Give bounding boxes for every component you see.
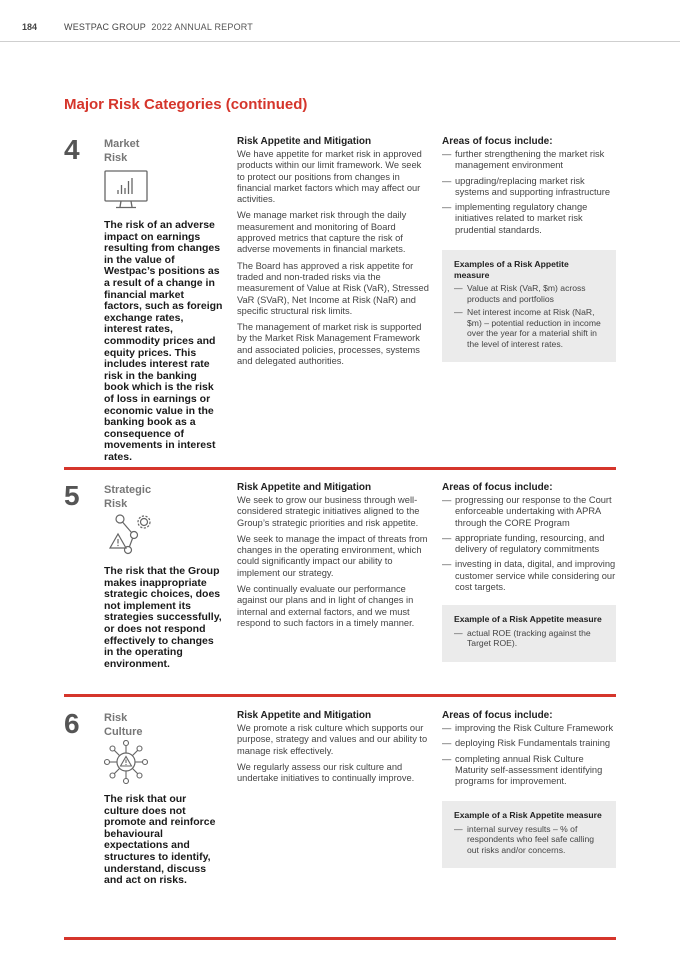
appetite-heading: Risk Appetite and Mitigation — [237, 710, 372, 721]
focus-item: — further strengthening the market risk management environment — [442, 149, 616, 172]
focus-list — [442, 723, 616, 787]
section-name-line1: Market — [104, 138, 140, 150]
focus-item: — upgrading/replacing market risk systems and supporting infrastructure — [442, 176, 616, 199]
example-box-title: Example of a Risk Appetite measure — [454, 614, 602, 625]
page-number: 184 — [22, 22, 38, 32]
focus-item: — investing in data, digital, and improving customer service while considering our cost targets. — [442, 559, 616, 593]
appetite-paragraph: We have appetite for market risk in approved products within our limit framework. We seek to protect our positions from changes in financial market factors which may affect our activities. — [237, 149, 422, 205]
appetite-paragraph: We regularly assess our risk culture and undertake initiatives to continually improve. — [237, 761, 415, 784]
focus-column — [442, 482, 616, 662]
focus-item: — implementing regulatory change initiatives related to market risk prudential standards. — [442, 202, 616, 236]
example-box-title: Example of a Risk Appetite measure — [454, 810, 602, 821]
focus-item: — progressing our response to the Court enforceable undertaking with APRA through the CORE Program — [442, 495, 616, 529]
section-divider — [64, 937, 616, 940]
risk-appetite-example-box — [442, 605, 616, 662]
focus-heading: Areas of focus include: — [442, 482, 553, 493]
focus-list — [442, 149, 616, 236]
section-description: The risk that our culture does not promote and reinforce behavioural expectations and structures to identify, understand, discuss and act on risks. — [104, 793, 216, 887]
appetite-paragraph: The Board has approved a risk appetite for traded and non-traded risks via the measurement of Value at Risk (VaR), Stressed VaR (SVaR), Net Income at Risk (NaR) and specific structural risk limits. — [237, 260, 429, 316]
focus-heading: Areas of focus include: — [442, 710, 553, 721]
risk-appetite-example-box — [442, 801, 616, 868]
section-number: 5 — [64, 480, 80, 511]
focus-item: — improving the Risk Culture Framework — [442, 723, 616, 734]
header-brand: WESTPAC GROUP — [64, 22, 146, 32]
strategy-network-warning-gear-icon — [104, 514, 156, 556]
header-report: 2022 ANNUAL REPORT — [151, 22, 254, 32]
section-name — [104, 137, 214, 165]
section-number: 4 — [64, 134, 80, 165]
example-box-title: Examples of a Risk Appetite measure — [454, 259, 569, 280]
section-name-line1: Strategic — [104, 484, 152, 496]
section-name-line2: Risk — [104, 152, 128, 164]
risk-appetite-example-box — [442, 250, 616, 362]
appetite-paragraph: We seek to manage the impact of threats from changes in the operating environment, which could significantly impact our ability to implement our strategy. — [237, 533, 428, 578]
page-title: Major Risk Categories (continued) — [64, 96, 308, 113]
example-item: — Net interest income at Risk (NaR, $m) – potential reduction in income over the year for a material shift in the level of interest rates. — [454, 307, 604, 349]
focus-heading: Areas of focus include: — [442, 136, 553, 147]
appetite-paragraph: We manage market risk through the daily measurement and monitoring of Board approved metrics that capture the risk of adverse movements in financial markets. — [237, 210, 407, 255]
section-name-line2: Culture — [104, 726, 143, 738]
focus-item: — deploying Risk Fundamentals training — [442, 738, 616, 749]
focus-column — [442, 710, 616, 868]
appetite-heading: Risk Appetite and Mitigation — [237, 136, 372, 147]
section-name-line2: Risk — [104, 498, 128, 510]
culture-network-warning-icon — [104, 740, 148, 784]
section-strategic-risk — [64, 482, 616, 687]
appetite-column — [237, 482, 429, 634]
section-description: The risk that the Group makes inappropriate strategic choices, does not implement its strategies successfully, or does not respond effectively to changes in the operating environment. — [104, 565, 222, 670]
section-number: 6 — [64, 708, 80, 739]
example-item: — actual ROE (tracking against the Target ROE). — [454, 628, 604, 649]
example-list — [454, 824, 604, 856]
appetite-paragraph: We continually evaluate our performance against our plans and in light of changes in internal and external factors, and we must respond to such factors in a timely manner. — [237, 584, 415, 628]
section-divider — [64, 694, 616, 697]
appetite-paragraph: The management of market risk is supported by the Market Risk Management Framework and associated policies, processes, systems and delegated authorities. — [237, 322, 422, 367]
focus-item: — appropriate funding, resourcing, and delivery of regulatory commitments — [442, 533, 616, 556]
example-list — [454, 283, 604, 349]
header-title — [64, 22, 253, 32]
focus-list — [442, 495, 616, 593]
section-risk-culture — [64, 710, 616, 932]
appetite-paragraph: We seek to grow our business through well-considered strategic initiatives aligned to the Group’s strategic priorities and risk appetite. — [237, 495, 420, 528]
appetite-paragraph: We promote a risk culture which supports our purpose, strategy and values and our ability to manage risk effectively. — [237, 723, 428, 756]
section-name-line1: Risk — [104, 712, 128, 724]
appetite-column — [237, 136, 429, 372]
example-item: — Value at Risk (VaR, $m) across products and portfolios — [454, 283, 604, 304]
monitor-bar-chart-icon — [104, 170, 148, 212]
section-market-risk — [64, 136, 616, 462]
section-name — [104, 711, 214, 739]
example-list — [454, 628, 604, 649]
example-item: — internal survey results – % of respondents who feel safe calling out risks and/or concerns. — [454, 824, 604, 856]
section-description: The risk of an adverse impact on earnings resulting from changes in the value of Westpac’s positions as a result of a change in financial market factors, such as foreign exchange rates, interest rates, commodity prices and equity prices. This includes interest rate risk in the banking book which is the risk of loss in earnings or economic value in the banking book as a consequence of movements in interest rates. — [104, 219, 223, 463]
focus-column — [442, 136, 616, 362]
section-divider — [64, 467, 616, 470]
appetite-column — [237, 710, 429, 789]
section-name — [104, 483, 214, 511]
focus-item: — completing annual Risk Culture Maturity self-assessment identifying programs for improvement. — [442, 754, 616, 788]
page-header — [0, 0, 680, 42]
appetite-heading: Risk Appetite and Mitigation — [237, 482, 372, 493]
